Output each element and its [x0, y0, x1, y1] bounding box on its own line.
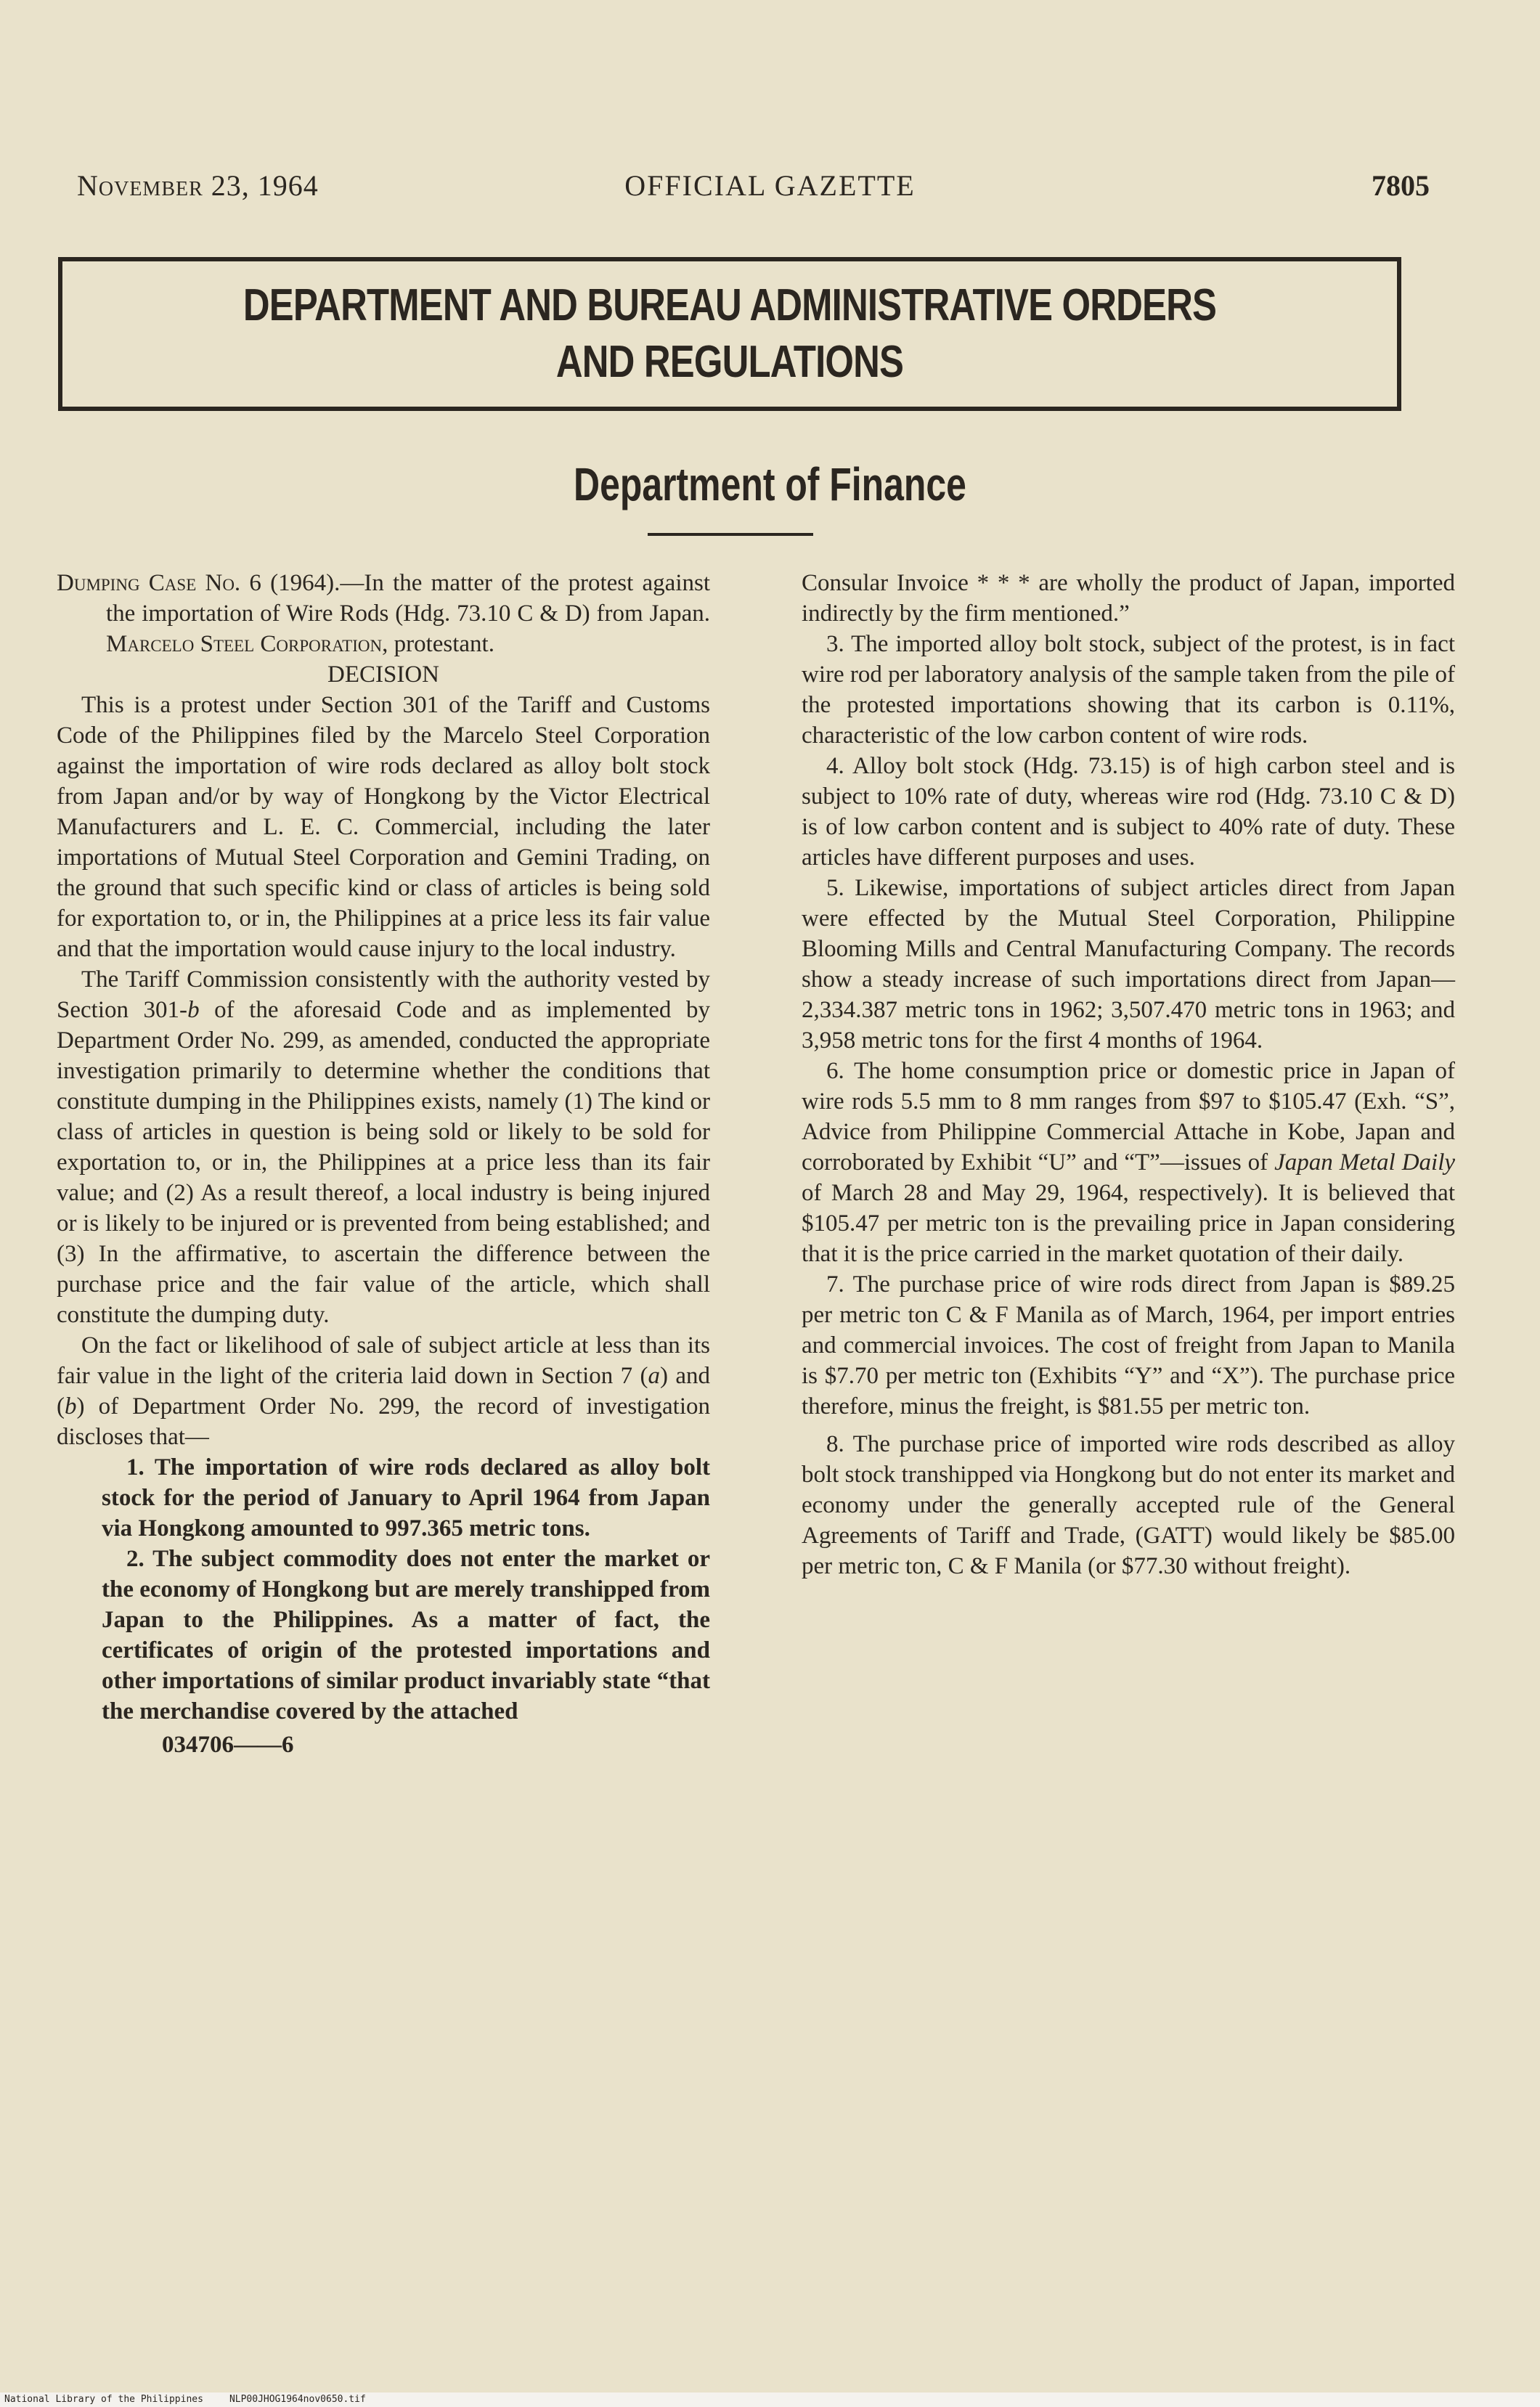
- publication-title: OFFICIAL GAZETTE: [624, 169, 916, 202]
- paragraph-3-italic-a: a: [648, 1363, 661, 1389]
- paragraph-3: [57, 1330, 710, 1452]
- finding-item-5: 5. Likewise, importations of subject articles direct from Japan were effected by the Mutual Steel Corporation, Philippine Blooming Mills and Central Manufacturing Company. The records show a steady increase of such importations direct from Japan—2,334.387 metric tons in 1962; 3,507.470 metric tons in 1963; and 3,958 metric tons for the first 4 months of 1964.: [802, 875, 1455, 1054]
- paragraph-3-text-mid: ) and (: [57, 1363, 711, 1420]
- left-column: [57, 568, 710, 1760]
- case-caption: [57, 568, 710, 659]
- finding-item-2: 2. The subject commodity does not enter the market or the economy of Hongkong but are merely transhipped from Japan to the Philippines. As a matter of fact, the certificates of origin of the protested importations and other importations of similar product invariably state “that the merchandise covered by the attached: [102, 1546, 710, 1724]
- finding-item-1: 1. The importation of wire rods declared as alloy bolt stock for the period of January to April 1964 from Japan via Hongkong amounted to 997.365 metric tons.: [102, 1454, 710, 1541]
- paragraph-3-text: On the fact or likelihood of sale of subject article at less than its fair value in the light of the criteria laid down in Section 7 (: [57, 1332, 710, 1389]
- scan-source: National Library of the Philippines: [4, 2394, 203, 2405]
- paragraph-3-italic-b: b: [65, 1393, 77, 1420]
- finding-item-6-text: 6. The home consumption price or domestic price in Japan of wire rods 5.5 mm to 8 mm ranges from $97 to $105.47 (Exh. “S”, Advice from Philippine Commercial Attache in Kobe, Japan and corroborated by Exhibit “U” and “T”—issues of: [802, 1058, 1455, 1176]
- section-title: [164, 277, 1295, 391]
- paragraph-2-text: The Tariff Commission consistently with the authority vested by Section 301-: [57, 966, 710, 1023]
- finding-item-6: [802, 1056, 1455, 1269]
- scan-footer: [0, 2392, 1540, 2407]
- paragraph-2-italic: b: [187, 997, 200, 1023]
- print-signature: 034706——6: [162, 1732, 294, 1758]
- page-number: 7805: [1372, 169, 1430, 202]
- department-title: Department of Finance: [574, 458, 966, 510]
- protestant-name: Marcelo Steel Corporation: [106, 631, 383, 657]
- paragraph-2-text-cont: of the aforesaid Code and as implemented by Department Order No. 299, as amended, conducted the appropriate investigation primarily to determine whether the conditions that constitute dumping in the Philippines exists, namely (1) The kind or class of articles in question is being sold or likely to be sold for exportation to, or in, the Philippines at a price less than its fair value; and (2) As a result thereof, a local industry is being injured or is likely to be injured or is prevented from being established; and (3) In the affirmative, to ascertain the difference between the purchase price and the fair value of the article, which shall constitute the dumping duty.: [57, 997, 710, 1328]
- decision-heading: DECISION: [327, 661, 439, 688]
- case-label: Dumping Case No. 6 (1964).: [57, 570, 341, 596]
- paragraph-1: This is a protest under Section 301 of the Tariff and Customs Code of the Philippines filed by the Marcelo Steel Corporation against the importation of wire rods declared as alloy bolt stock from Japan and/or by way of Hongkong by the Victor Electrical Manufacturers and L. E. C. Commercial, including the later importations of Mutual Steel Corporation and Gemini Trading, on the ground that such specific kind or class of articles is being sold for exportation to, or in, the Philippines at a price less its fair value and that the importation would cause injury to the local industry.: [57, 692, 710, 962]
- section-header-box: [58, 257, 1401, 411]
- case-text: —In the matter of the protest against the importation of Wire Rods (Hdg. 73.10 C & D) from Japan.: [106, 570, 710, 627]
- paragraph-3-text-end: ) of Department Order No. 299, the record of investigation discloses that—: [57, 1393, 710, 1450]
- protestant-suffix: , protestant.: [382, 631, 494, 657]
- finding-item-6-text-cont: of March 28 and May 29, 1964, respectively). It is believed that $105.47 per metric ton is the prevailing price in Japan considering that it is the price carried in the market quotation of their daily.: [802, 1180, 1455, 1267]
- finding-item-3: 3. The imported alloy bolt stock, subject of the protest, is in fact wire rod per laboratory analysis of the sample taken from the pile of the protested importations showing that its carbon is 0.11%, characteristic of the low carbon content of wire rods.: [802, 631, 1455, 749]
- section-title-line1: DEPARTMENT AND BUREAU ADMINISTRATIVE ORDERS: [243, 280, 1217, 330]
- right-column: [802, 568, 1455, 1581]
- issue-date: November 23, 1964: [77, 169, 319, 202]
- scan-filename: NLP00JHOG1964nov0650.tif: [229, 2394, 366, 2405]
- paragraph-2: [57, 964, 710, 1330]
- finding-item-8: 8. The purchase price of imported wire rods described as alloy bolt stock transhipped via Hongkong but do not enter its market and economy under the generally accepted rule of the General Agreements of Tariff and Trade, (GATT) would likely be $85.00 per metric ton, C & F Manila (or $77.30 without freight).: [802, 1431, 1455, 1579]
- department-divider: [648, 533, 813, 536]
- running-head: [0, 168, 1540, 212]
- publication-name: Japan Metal Daily: [1274, 1149, 1456, 1176]
- finding-item-7: 7. The purchase price of wire rods direct from Japan is $89.25 per metric ton C & F Manila as of March, 1964, per import entries and commercial invoices. The cost of freight from Japan to Manila is $7.70 per metric ton (Exhibits “Y” and “X”). The purchase price therefore, minus the freight, is $81.55 per metric ton.: [802, 1271, 1455, 1420]
- section-title-line2: AND REGULATIONS: [555, 337, 904, 387]
- continued-text: Consular Invoice * * * are wholly the product of Japan, imported indirectly by the firm mentioned.”: [802, 570, 1455, 627]
- finding-item-4: 4. Alloy bolt stock (Hdg. 73.15) is of high carbon steel and is subject to 10% rate of duty, whereas wire rod (Hdg. 73.10 C & D) is of low carbon content and is subject to 40% rate of duty. These articles have different purposes and uses.: [802, 753, 1455, 871]
